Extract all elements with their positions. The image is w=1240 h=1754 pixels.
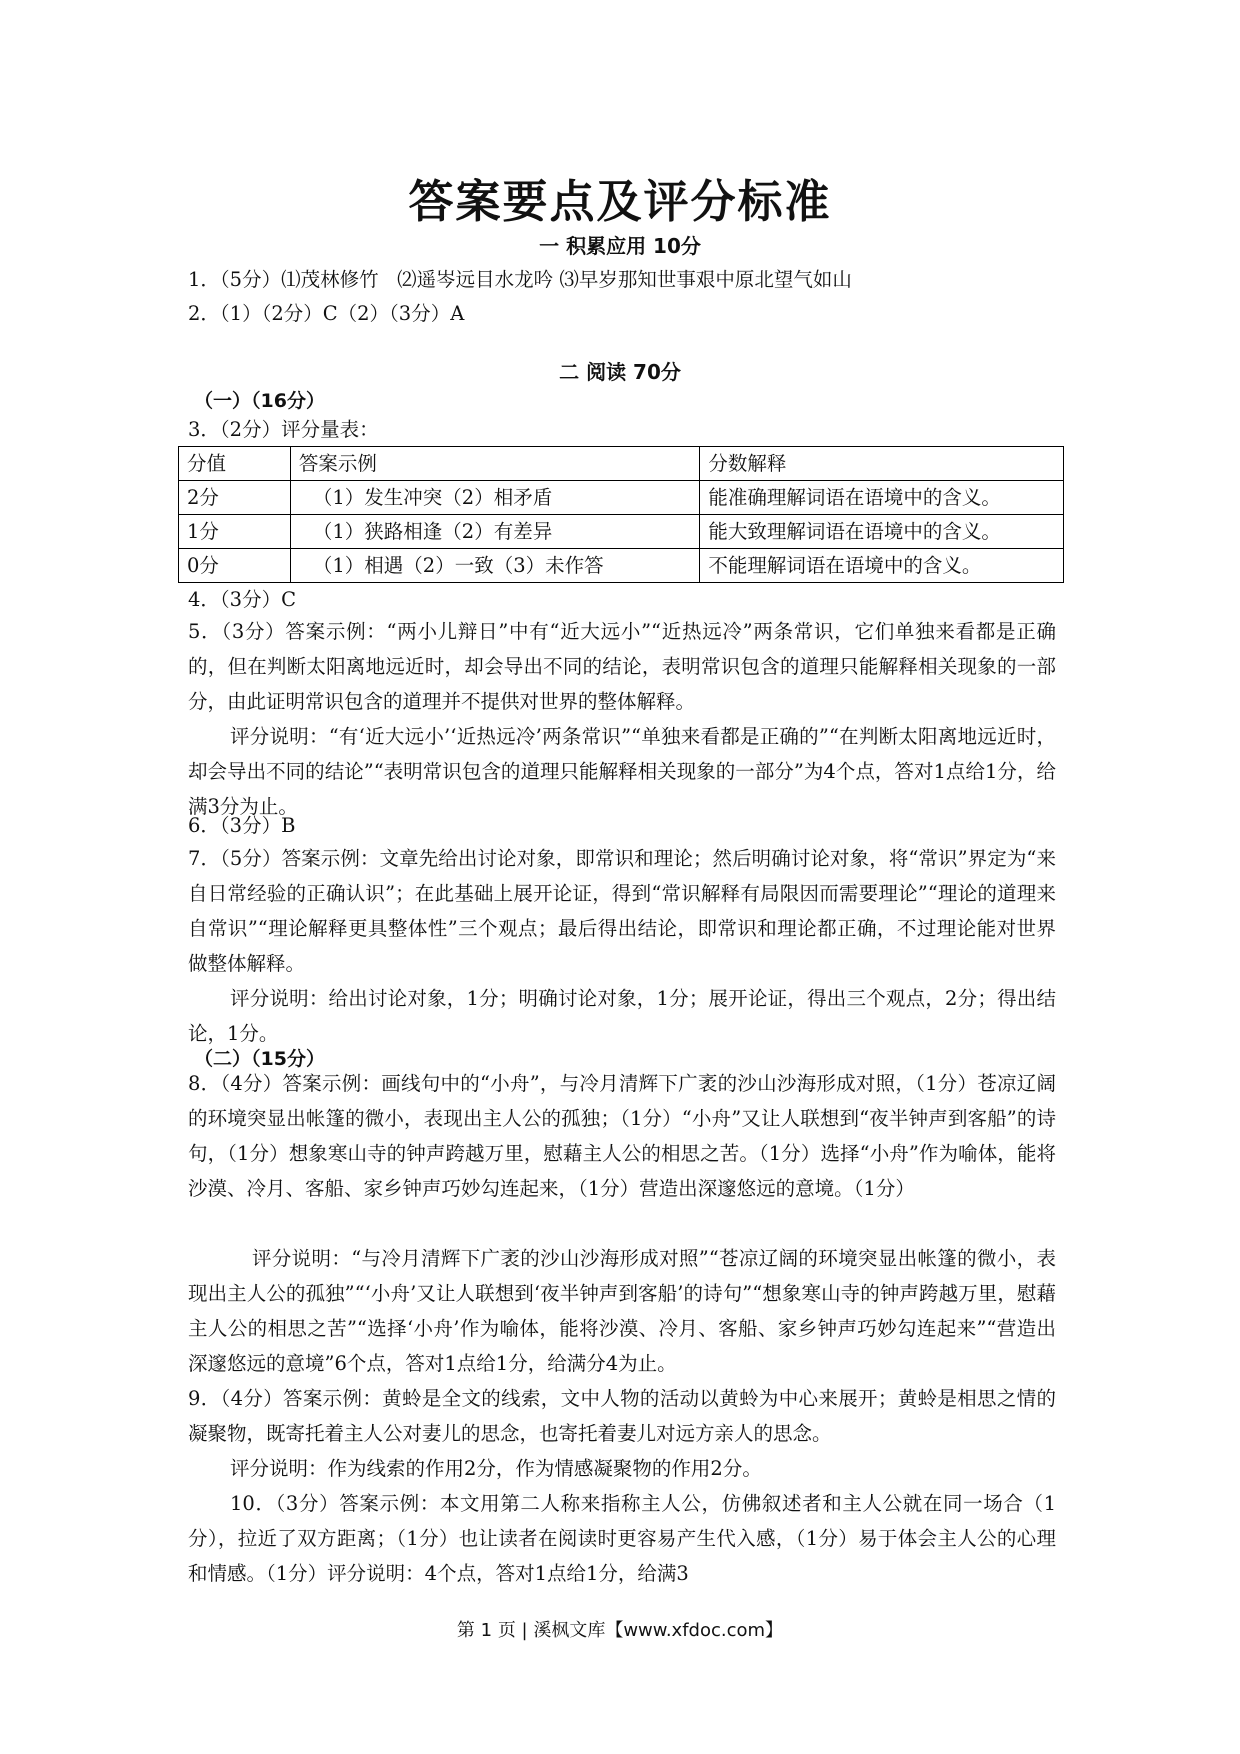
page-title: 答案要点及评分标准 — [408, 175, 832, 228]
table-row — [179, 515, 1064, 549]
table-row — [179, 481, 1064, 515]
answer-q4: 4．（3分）C — [188, 588, 296, 611]
table-cell: （1）狭路相逢（2）有差异 — [290, 515, 700, 549]
table-row — [179, 549, 1064, 583]
answer-q1: 1．（5分）⑴茂林修竹 ⑵遥岑远目水龙吟 ⑶早岁那知世事艰中原北望气如山 — [188, 268, 852, 291]
answer-q10: 10．（3分）答案示例：本文用第二人称来指称主人公，仿佛叙述者和主人公就在同一场合（1分），拉近了双方距离；（1分）也让读者在阅读时更容易产生代入感，（1分）易于体会主人公的心理和情感。（1分）评分说明：4个点，答对1点给1分，给满3 — [188, 1492, 1056, 1585]
page-footer: 第 1 页 | 溪枫文库【www.xfdoc.com】 — [456, 1620, 784, 1641]
part-heading-2: （二）（15分） — [194, 1048, 325, 1070]
table-cell: 不能理解词语在语境中的含义。 — [700, 549, 1064, 583]
answer-q2: 2．（1）（2分）C（2）（3分）A — [188, 302, 465, 325]
part-heading-1: （一）（16分） — [194, 390, 325, 412]
table-cell: 能大致理解词语在语境中的含义。 — [700, 515, 1064, 549]
answer-q9: 9．（4分）答案示例：黄蛉是全文的线索，文中人物的活动以黄蛉为中心来展开；黄蛉是相思之情的凝聚物，既寄托着主人公对妻儿的思念，也寄托着妻儿对远方亲人的思念。 — [188, 1387, 1056, 1445]
answer-q6: 6．（3分）B — [188, 814, 296, 837]
table-header-row — [179, 447, 1064, 481]
answer-q7: 7．（5分）答案示例：文章先给出讨论对象，即常识和理论；然后明确讨论对象，将“常识”界定为“来自日常经验的正确认识”；在此基础上展开论证，得到“常识解释有局限因而需要理论”“理论的道理来自常识”“理论解释更具整体性”三个观点；最后得出结论，即常识和理论都正确，不过理论能对世界做整体解释。 — [188, 847, 1056, 975]
answer-q7-note: 评分说明：给出讨论对象，1分；明确讨论对象，1分；展开论证，得出三个观点，2分；得出结论，1分。 — [188, 987, 1056, 1045]
answer-q8-note: 评分说明：“与冷月清辉下广袤的沙山沙海形成对照”“苍凉辽阔的环境突显出帐篷的微小，表现出主人公的孤独”“‘小舟’又让人联想到‘夜半钟声到客船’的诗句”“想象寒山寺的钟声跨越万里，慰藉主人公的相思之苦”“选择‘小舟’作为喻体，能将沙漠、冷月、客船、家乡钟声巧妙勾连起来”“营造出深邃悠远的意境”6个点，答对1点给1分，给满分4为止。 — [188, 1247, 1056, 1375]
table-cell: 2分 — [179, 481, 291, 515]
table-cell: （1）发生冲突（2）相矛盾 — [290, 481, 700, 515]
scoring-table — [178, 446, 1064, 583]
answer-q9-note: 评分说明：作为线索的作用2分，作为情感凝聚物的作用2分。 — [230, 1457, 762, 1480]
answer-q5-note: 评分说明：“有‘近大远小’‘近热远冷’两条常识”“单独来看都是正确的”“在判断太阳离地远近时，却会导出不同的结论”“表明常识包含的道理只能解释相关现象的一部分”为4个点，答对1点给1分，给满3分为止。 — [188, 725, 1056, 818]
table-cell: （1）相遇（2）一致（3）未作答 — [290, 549, 700, 583]
section-heading-accumulation: 一 积累应用 10分 — [539, 234, 701, 258]
table-cell: 1分 — [179, 515, 291, 549]
table-header-cell: 分值 — [179, 447, 291, 481]
table-cell: 能准确理解词语在语境中的含义。 — [700, 481, 1064, 515]
answer-q8: 8．（4分）答案示例：画线句中的“小舟”，与冷月清辉下广袤的沙山沙海形成对照，（1分）苍凉辽阔的环境突显出帐篷的微小，表现出主人公的孤独；（1分）“小舟”又让人联想到“夜半钟声到客船”的诗句，（1分）想象寒山寺的钟声跨越万里，慰藉主人公的相思之苦。（1分）选择“小舟”作为喻体，能将沙漠、冷月、客船、家乡钟声巧妙勾连起来，（1分）营造出深邃悠远的意境。（1分） — [188, 1072, 1056, 1200]
table-header-cell: 分数解释 — [700, 447, 1064, 481]
answer-q5: 5．（3分）答案示例：“两小儿辩日”中有“近大远小”“近热远冷”两条常识，它们单独来看都是正确的，但在判断太阳离地远近时，却会导出不同的结论，表明常识包含的道理只能解释相关现象的一部分，由此证明常识包含的道理并不提供对世界的整体解释。 — [188, 620, 1056, 713]
table-header-cell: 答案示例 — [290, 447, 700, 481]
section-heading-reading: 二 阅读 70分 — [559, 360, 681, 384]
answer-q3: 3．（2分）评分量表： — [188, 418, 379, 441]
table-cell: 0分 — [179, 549, 291, 583]
